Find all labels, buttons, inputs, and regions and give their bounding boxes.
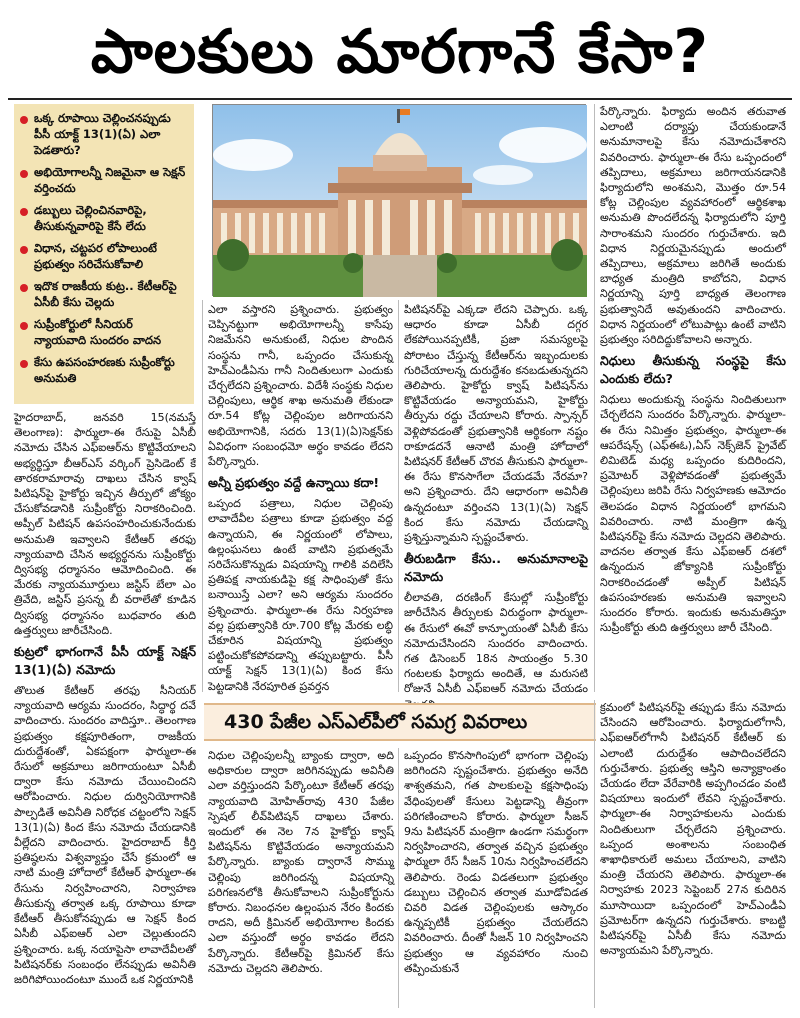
highlight-item xyxy=(20,110,188,158)
bullet-dot-icon xyxy=(20,322,28,330)
highlight-text: ఒక్క రూపాయి చెల్లించనప్పుడు పీసీ యాక్ట్ 13(1)(ఏ) ఎలా పెడతారు? xyxy=(34,111,171,157)
highlights-box xyxy=(14,104,194,404)
column-divider xyxy=(398,300,399,692)
bullet-dot-icon xyxy=(20,170,28,178)
page-headline: పాలకులు మారగానే కేసా? xyxy=(90,17,710,87)
subheading: తీరుబడిగా కేసు.. అనుమానాలపై నమోదు xyxy=(404,551,588,585)
column-divider xyxy=(594,700,595,1008)
box-column-a xyxy=(208,748,394,1010)
paragraph: ఒప్పంద పత్రాలు, నిధుల చెల్లింపు లావాదేవీల పత్రాలు కూడా ప్రభుత్వం వద్ద ఉన్నాయని, ఈ నిర్ణయంలో లోపాలు, ఉల్లంఘనలు ఉంటే వాటిని ప్రభుత్వమే సరిచేసుకొన్నుడు విషయాన్ని గాలికి వదిలేసి ప్రతిపక్ష నాయకుడిపై కక్ష సాధింపుతో కేసు బనాయిస్తే ఎలా? అని ఆర్యమ సుందరం ప్రశ్నించారు. ఫార్ములా-ఈ రేసు నిర్వహణ వల్ల ప్రభుత్వానికి రూ.700 కోట్ల మేరకు లబ్ధి చేకూరిన విషయాన్ని ప్రభుత్వం పట్టించుకోకపోవడాన్ని తప్పుబట్టారు. పీసీ యాక్ట్ సెక్షన్ 13(1)(ఏ) కింద కేసు పెట్టడానికి నేరపూరిత ప్రవర్తన xyxy=(208,497,393,693)
paragraph: తొలుత కేటీఆర్ తరఫు సీనియర్ న్యాయవాది ఆర్యమ సుందరం, సిద్ధార్థ దవే వాదించారు. సుందరం వాదిస్తూ.. తెలంగాణ ప్రభుత్వం కక్షపూరితంగా, రాజకీయ దురుద్దేశంతో, ఏకపక్షంగా ఫార్ములా-ఈ రేసులో అక్రమాలు జరిగాయంటూ ఏసీబీ ద్వారా కేసు నమోదు చేయించిందని ఆరోపించారు. నిధుల దుర్వినియోగానికి పాల్పడితే అవినీతి నిరోధక చట్టంలోని సెక్షన్ 13(1)(ఏ) కింద కేసు నమోదు చేయడానికి వీల్లేదని వాదించారు. హైదరాబాద్ కీర్తి ప్రతిష్ఠలను విశ్వవ్యాప్తం చేసే క్రమంలో ఆ నాటి మంత్రి హోదాలో కేటీఆర్ ఫార్ములా-ఈ రేసును నిర్వహించారని, నిర్వాహణ తీసుకున్న తర్వాత ఒక్క రూపాయి కూడా కేటీఆర్ తీసుకోనప్పుడు ఆ సెక్షన్ కింద ఏసీబీ ఎఫ్ఐఆర్ ఎలా చెల్లుతుందని ప్రశ్నించారు. ఒక్క నయాపైసా లావాదేవీలతో పిటిషనర్‌కు సంబంధం లేనప్పుడు అవినీతి జరిగిపోయిందంటూ ముందే ఒక నిర్ణయానికి xyxy=(14,684,196,986)
bullet-dot-icon xyxy=(20,116,28,124)
bullet-dot-icon xyxy=(20,208,28,216)
column-1 xyxy=(14,410,196,1008)
paragraph: హైదరాబాద్, జనవరి 15(నమస్తే తెలంగాణ): ఫార్ములా-ఈ రేసుపై ఏసీబీ నమోదు చేసిన ఎఫ్ఐఆర్‌ను కొట్టివేయాలని అభ్యర్థిస్తూ బీఆర్ఎస్ వర్కింగ్ ప్రెసిడెంట్ కే తారకరామారావు దాఖలు చేసిన క్వాష్ పిటిషన్‌పై హైకోర్టు ఇచ్చిన తీర్పులో జోక్యం చేసుకోవడానికి సుప్రీంకోర్టు నిరాకరించింది. అప్పీల్ పిటిషన్ ఉపసంహరించుకునేందుకు అనుమతి ఇవ్వాలని కేటీఆర్ తరఫు న్యాయవాది చేసిన అభ్యర్థనను సుప్రీంకోర్టు ద్విసభ్య ధర్మాసనం ఆమోదించింది. ఈ మేరకు న్యాయమూర్తులు జస్టిస్ బేలా ఎం త్రివేది, జస్టిస్ ప్రసన్న బీ వరాలేతో కూడిన ద్విసభ్య ధర్మాసనం బుధవారం తుది ఉత్తర్వులు జారీచేసింది. xyxy=(14,411,196,637)
subheading: అన్నీ ప్రభుత్వం వద్దే ఉన్నాయి కదా! xyxy=(208,475,380,491)
highlight-text: కేసు ఉపసంహరణకు సుప్రీంకోర్టు అనుమతి xyxy=(34,355,175,385)
highlight-item xyxy=(20,354,188,386)
highlight-text: డబ్బులు చెల్లించినవారిపై, తీసుకున్నవారిపై కేసే లేదు xyxy=(34,203,147,233)
column-divider xyxy=(398,748,399,1008)
bullet-dot-icon xyxy=(20,360,28,368)
bullet-dot-icon xyxy=(20,284,28,292)
highlight-item xyxy=(20,316,188,348)
highlight-item xyxy=(20,240,188,272)
highlight-item xyxy=(20,164,188,196)
supreme-court-photo xyxy=(212,104,586,296)
subheading: కుట్రలో భాగంగానే పీసీ యాక్ట్ సెక్షన్ 13(1)(ఏ) నమోదు xyxy=(14,644,196,678)
column-divider xyxy=(202,300,203,692)
paragraph: పేర్కొన్నారు. ఫిర్యాదు అందిన తరువాత ఎలాంటి దర్యాప్తు చేయకుండానే అనుమానాలపై కేసు నమోదుచేశారని వివరించారు. ఫార్ములా-ఈ రేసు ఒప్పందంలో తప్పిదాలు, అక్రమాలు జరిగాయనడానికి ఫిర్యాదులోని అంశమని, మొత్తం రూ.54 కోట్ల చెల్లింపుల వ్యవహారంలో ఆర్థికశాఖ అనుమతి పొందలేదన్న ఫిర్యాదులోని పూర్తి సారాంశమని సుందరం గుర్తుచేశారు. ఇది విధాన నిర్ణయమైనప్పుడు అందులో తప్పిదాలు, అక్రమాలు జరిగితే అందుకు బాధ్యత మంత్రిది కాబోదని, విధాన నిర్ణయాన్ని పూర్తి బాధ్యత తెలంగాణ ప్రభుత్వానిదే అవుతుందని వాదించారు. విధాన నిర్ణయంలో లోటుపాట్లు ఉంటే వాటిని ప్రభుత్వం సరిదిద్దుకోవాలని అన్నారు. xyxy=(600,105,786,347)
box-column-c xyxy=(600,700,786,1010)
box-heading: 430 పేజీల ఎస్ఎల్‌పీలో సమగ్ర వివరాలు xyxy=(204,703,596,741)
column-3 xyxy=(404,302,588,696)
paragraph: నిధులు అందుకున్న సంస్థను నిందితులుగా చేర్చలేదని సుందరం పేర్కొన్నారు. ఫార్ములా-ఈ రేసు నిమిత్తం ప్రభుత్వం, ఫార్ములా-ఈ ఆపరేషన్స్ (ఎఫ్ఈఓ),ఏస్ నెక్స్‌జెన్ ప్రైవేట్ లిమిటెడ్ మధ్య ఒప్పందం కుదిరిందని, ప్రమోటర్ వెళ్లిపోవడంతో ప్రభుత్వమే చెల్లింపులు జరిపి రేసు నిర్వహణకు ఆమోదం తెలపడం విధాన నిర్ణయంలో భాగమని వివరించారు. నాటి మంత్రిగా ఉన్న పిటిషనర్‌పై కేసు నమోదు చెల్లదని తెలిపారు. వాదనల తర్వాత కేసు ఎఫ్ఐఆర్ దశలో ఉన్నందున జోక్యానికి సుప్రీంకోర్టు నిరాకరించడంతో అప్పీల్ పిటిషన్ ఉపసంహరణకు అనుమతి ఇవ్వాలని సుందరం కోరారు. ఇందుకు అనుమతిస్తూ సుప్రీంకోర్టు తుది ఉత్తర్వులు జారీ చేసింది. xyxy=(600,393,786,635)
column-divider xyxy=(594,104,595,692)
highlight-text: విధాన, చట్టపర లోపాలుంటే ప్రభుత్వం సరిచేసుకోవాలి xyxy=(34,241,157,271)
paragraph: లీలావతి, దరణింగ్ కేసుల్లో సుప్రీంకోర్టు జారీచేసిన తీర్పులకు విరుద్ధంగా ఫార్ములా-ఈ రేసులో ఈవో కాన్ఫూయంతో ఏసీబీ కేసు నమోదుచేసిందని సుందరం వాదించారు. గత డిసెంబర్ 18న సాయంత్రం 5.30 గంటలకు ఫిర్యాదు అందితే, ఆ మరుసటి రోజునే ఏసీబీ ఎఫ్ఐఆర్ నమోదు చేయడం xyxy=(404,591,588,696)
column-4 xyxy=(600,104,786,696)
highlight-text: అభియోగాలన్నీ నిజమైనా ఆ సెక్షన్ వర్తించదు xyxy=(34,165,186,195)
highlight-item xyxy=(20,278,188,310)
highlight-item xyxy=(20,202,188,234)
paragraph: క్రమంలో పిటిషనర్‌పై తప్పుడు కేసు నమోదు చేసిందని ఆరోపించారు. ఫిర్యాదులోగానీ, ఎఫ్ఐఆర్‌లోగానీ పిటిషనర్ కేటీఆర్ కు ఎలాంటి దురుద్దేశం ఆపాదించలేదని గుర్తుచేశారు. ప్రభుత్వ ఆస్తిని అన్యాక్రాంతం చేయడం లేదా వేరేవారికి అప్పగించడం వంటి విషయాలు ఇందులో లేవని స్పష్టంచేశారు. ఫార్ములా-ఈ నిర్వాహకులను ఎందుకు నిందితులుగా చేర్చలేదని ప్రశ్నించారు. ఒప్పంద అంశాలను సంబంధిత శాఖాధికారులే అమలు చేయాలని, వాటిని మంత్రి చేయరని తెలిపారు. ఫార్ములా-ఈ నిర్వాహకు 2023 సెప్టెంబర్ 27న కుదిరిన మూసాయిదా ఒప్పందంలో హెచ్ఎండీఏ ప్రమోటర్‌గా ఉన్నదని గుర్తుచేశారు. కాబట్టి పిటిషనర్‌పై ఏసీబీ కేసు నమోదు అన్యాయమని పేర్కొన్నారు. xyxy=(600,701,786,958)
paragraph: పిటిషనర్‌పై ఎక్కడా లేదని చెప్పారు. ఒక్క ఆధారం కూడా ఏసీబీ దగ్గర లేకపోయినప్పటికీ, ప్రజా సమస్యలపై పోరాటం చేస్తున్న కేటీఆర్‌ను ఇబ్బందులకు గురిచేయాలన్న దురుద్దేశం కనబడుతున్నదని తెలిపారు. హైకోర్టు క్వాష్ పిటిషన్‌ను కొట్టివేయడం అన్యాయమని, హైకోర్టు తీర్పును రద్దు చేయాలని కోరారు. స్పాన్సర్ వెళ్లిపోవడంతో ప్రభుత్వానికి ఆర్థికంగా నష్టం రాకూడదనే ఆనాటి మంత్రి హోదాలో పిటిషనర్ కేటీఆర్ చొరవ తీసుకుని ఫార్ములా-ఈ రేసు కొనసాగేలా చేయడమే నేరమా? అని ప్రశ్నించారు. దేని ఆధారంగా అవినీతి ఉన్నదంటూ వర్తించని 13(1)(ఏ) సెక్షన్ కింద కేసు నమోదు చేయడాన్ని ప్రశ్నిస్తున్నామని స్పష్టంచేశారు. xyxy=(404,303,588,545)
column-2 xyxy=(208,302,393,692)
box-column-b xyxy=(404,748,588,1010)
bullet-dot-icon xyxy=(20,246,28,254)
headline-rule xyxy=(8,98,792,100)
paragraph: ఒప్పందం కొనసాగింపులో భాగంగా చెల్లింపు జరిగిందని స్పష్టంచేశారు. ప్రభుత్వం అనేది శాశ్వతమని, గత పాలకులపై కక్షసాధింపు వేధింపులతో కేసులు పెట్టడాన్ని తీవ్రంగా పరిగణించాలని కోరారు. ఫార్ములా సీజన్ 9ను పిటిషనర్ మంత్రిగా ఉండగా సమర్థంగా నిర్వహించారని, తర్వాత వచ్చిన ప్రభుత్వం ఫార్ములా రేస్ సీజన్ 10ను నిర్వహించలేదని తెలిపారు. రెండు విడతలుగా ప్రభుత్వం డబ్బులు చెల్లించిన తర్వాత మూడోవిడత చివరి విడత చెల్లింపులకు ఆస్కారం ఉన్నప్పటికీ ప్రభుత్వం చేయలేదని వివరించారు. దీంతో సీజన్ 10 నిర్వహించని ప్రభుత్వం ఆ వ్యవహారం నుంచి తప్పించుకునే xyxy=(404,749,588,975)
paragraph: ఎలా వస్తారని ప్రశ్నించారు. ప్రభుత్వం చెప్పినట్టుగా అభియోగాలన్నీ కాసేపు నిజమేనని అనుకుంటే, నిధుల పొందిన సంస్థను గానీ, ఒప్పందం చేసుకున్న హెచ్ఎండీఏను గానీ నిందితులుగా ఎందుకు చేర్చలేదని ప్రశ్నించారు. విదేశీ సంస్థకు నిధుల చెల్లింపులు, ఆర్థిక శాఖ అనుమతి లేకుండా రూ.54 కోట్ల చెల్లింపుల జరిగాయనని అభియోగానికి, సదరు 13(1)(ఏ)సెక్షన్‌కు ఏవిధంగా సంబంధమో అర్థం కావడం లేదని పేర్కొన్నారు. xyxy=(208,303,393,469)
highlight-text: ఇదొక రాజకీయ కుట్ర.. కేటీఆర్‌పై ఏసీబీ కేసు చెల్లదు xyxy=(34,279,177,309)
paragraph: నిధుల చెల్లింపులన్నీ బ్యాంకు ద్వారా, అది అధికారుల ద్వారా జరిగినప్పుడు అవినీతి ఎలా వర్తిస్తుందని పేర్కొంటూ కేటీఆర్ తరఫు న్యాయవాది మోహిత్‌రావు 430 పేజీల స్పెషల్ లీవ్‌పిటిషన్ దాఖలు చేశారు. ఇందులో ఈ నెల 7న హైకోర్టు క్వాష్ పిటిషన్‌ను కొట్టివేయడం అన్యాయమని పేర్కొన్నారు. బ్యాంకు ద్వారానే సొమ్ము చెల్లింపు జరిగిందన్న విషయాన్ని పరిగణనలోకి తీసుకోవాలని సుప్రీంకోర్టును కోరారు. నిబంధనల ఉల్లంఘన నేరం కిందకు రాదని, అదీ క్రిమినల్ అభియోగాల కిందకు ఎలా వస్తుందో అర్థం కావడం లేదని పేర్కొన్నారు. కేటీఆర్‌పై క్రిమినల్ కేసు నమోదు చెల్లదని తెలిపారు. xyxy=(208,749,394,975)
highlight-text: సుప్రీంకోర్టులో సీనియర్ న్యాయవాది సుందరం వాదన xyxy=(34,317,162,347)
subheading: నిధులు తీసుకున్న సంస్థపై కేసు ఎందుకు లేదు? xyxy=(600,353,786,387)
